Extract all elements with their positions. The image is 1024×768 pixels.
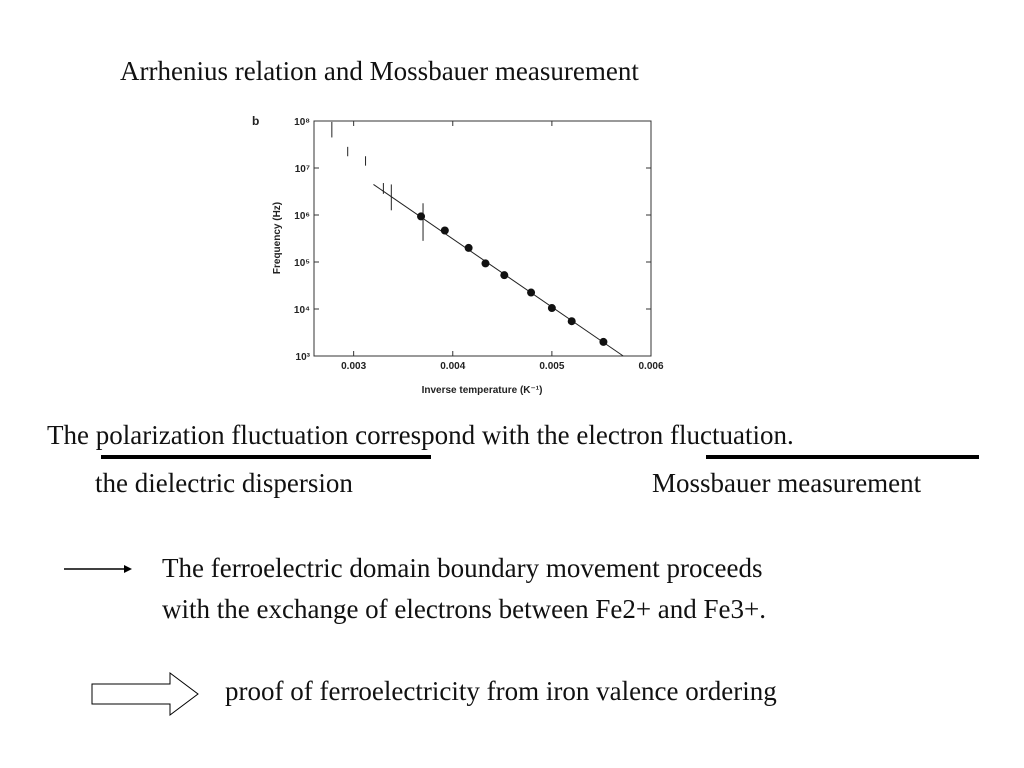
plot-frame <box>314 121 651 356</box>
data-point <box>599 338 607 346</box>
conclusion-line-2: with the exchange of electrons between Fe2+ and Fe3+. <box>162 594 767 624</box>
electron-fluctuation-term: electron fluctuation <box>576 420 788 450</box>
x-axis-label: Inverse temperature (K⁻¹) <box>421 385 543 396</box>
fit-line <box>373 184 623 356</box>
block-arrow-icon <box>90 671 200 717</box>
arrhenius-chart <box>240 105 680 405</box>
label-mossbauer: Mossbauer measurement <box>652 468 922 498</box>
y-tick-label: 10⁵ <box>294 258 310 269</box>
y-axis-label: Frequency (Hz) <box>272 201 283 275</box>
x-tick-label: 0.005 <box>539 361 565 372</box>
x-tick-label: 0.004 <box>440 361 466 372</box>
x-tick-label: 0.006 <box>638 361 664 372</box>
y-tick-label: 10³ <box>295 352 310 363</box>
conclusion-line-1: The ferroelectric domain boundary movement proceeds <box>162 553 763 583</box>
data-point <box>500 271 508 279</box>
data-point <box>527 289 535 297</box>
statement-mid: correspond with the <box>348 420 577 450</box>
y-tick-label: 10⁴ <box>293 305 310 316</box>
data-point <box>481 259 489 267</box>
panel-label: b <box>252 114 260 128</box>
statement <box>47 420 794 451</box>
thin-arrow-icon <box>64 560 134 578</box>
data-point <box>465 244 473 252</box>
final-conclusion: proof of ferroelectricity from iron valence ordering <box>225 676 777 706</box>
y-tick-label: 10⁸ <box>294 117 310 128</box>
slide-title: Arrhenius relation and Mossbauer measurement <box>120 56 639 86</box>
x-tick-label: 0.003 <box>341 361 367 372</box>
label-dielectric-dispersion: the dielectric dispersion <box>95 468 353 498</box>
y-tick-label: 10⁶ <box>294 211 310 222</box>
underline-electron <box>706 455 979 459</box>
data-point <box>417 212 425 220</box>
conclusion-text <box>162 548 766 630</box>
polarization-fluctuation-term: polarization fluctuation <box>95 420 349 450</box>
data-point <box>441 227 449 235</box>
statement-suffix: . <box>787 420 794 450</box>
underline-polarization <box>101 455 431 459</box>
statement-prefix: The <box>47 420 96 450</box>
data-point <box>548 304 556 312</box>
y-tick-label: 10⁷ <box>294 164 310 175</box>
data-point <box>568 317 576 325</box>
